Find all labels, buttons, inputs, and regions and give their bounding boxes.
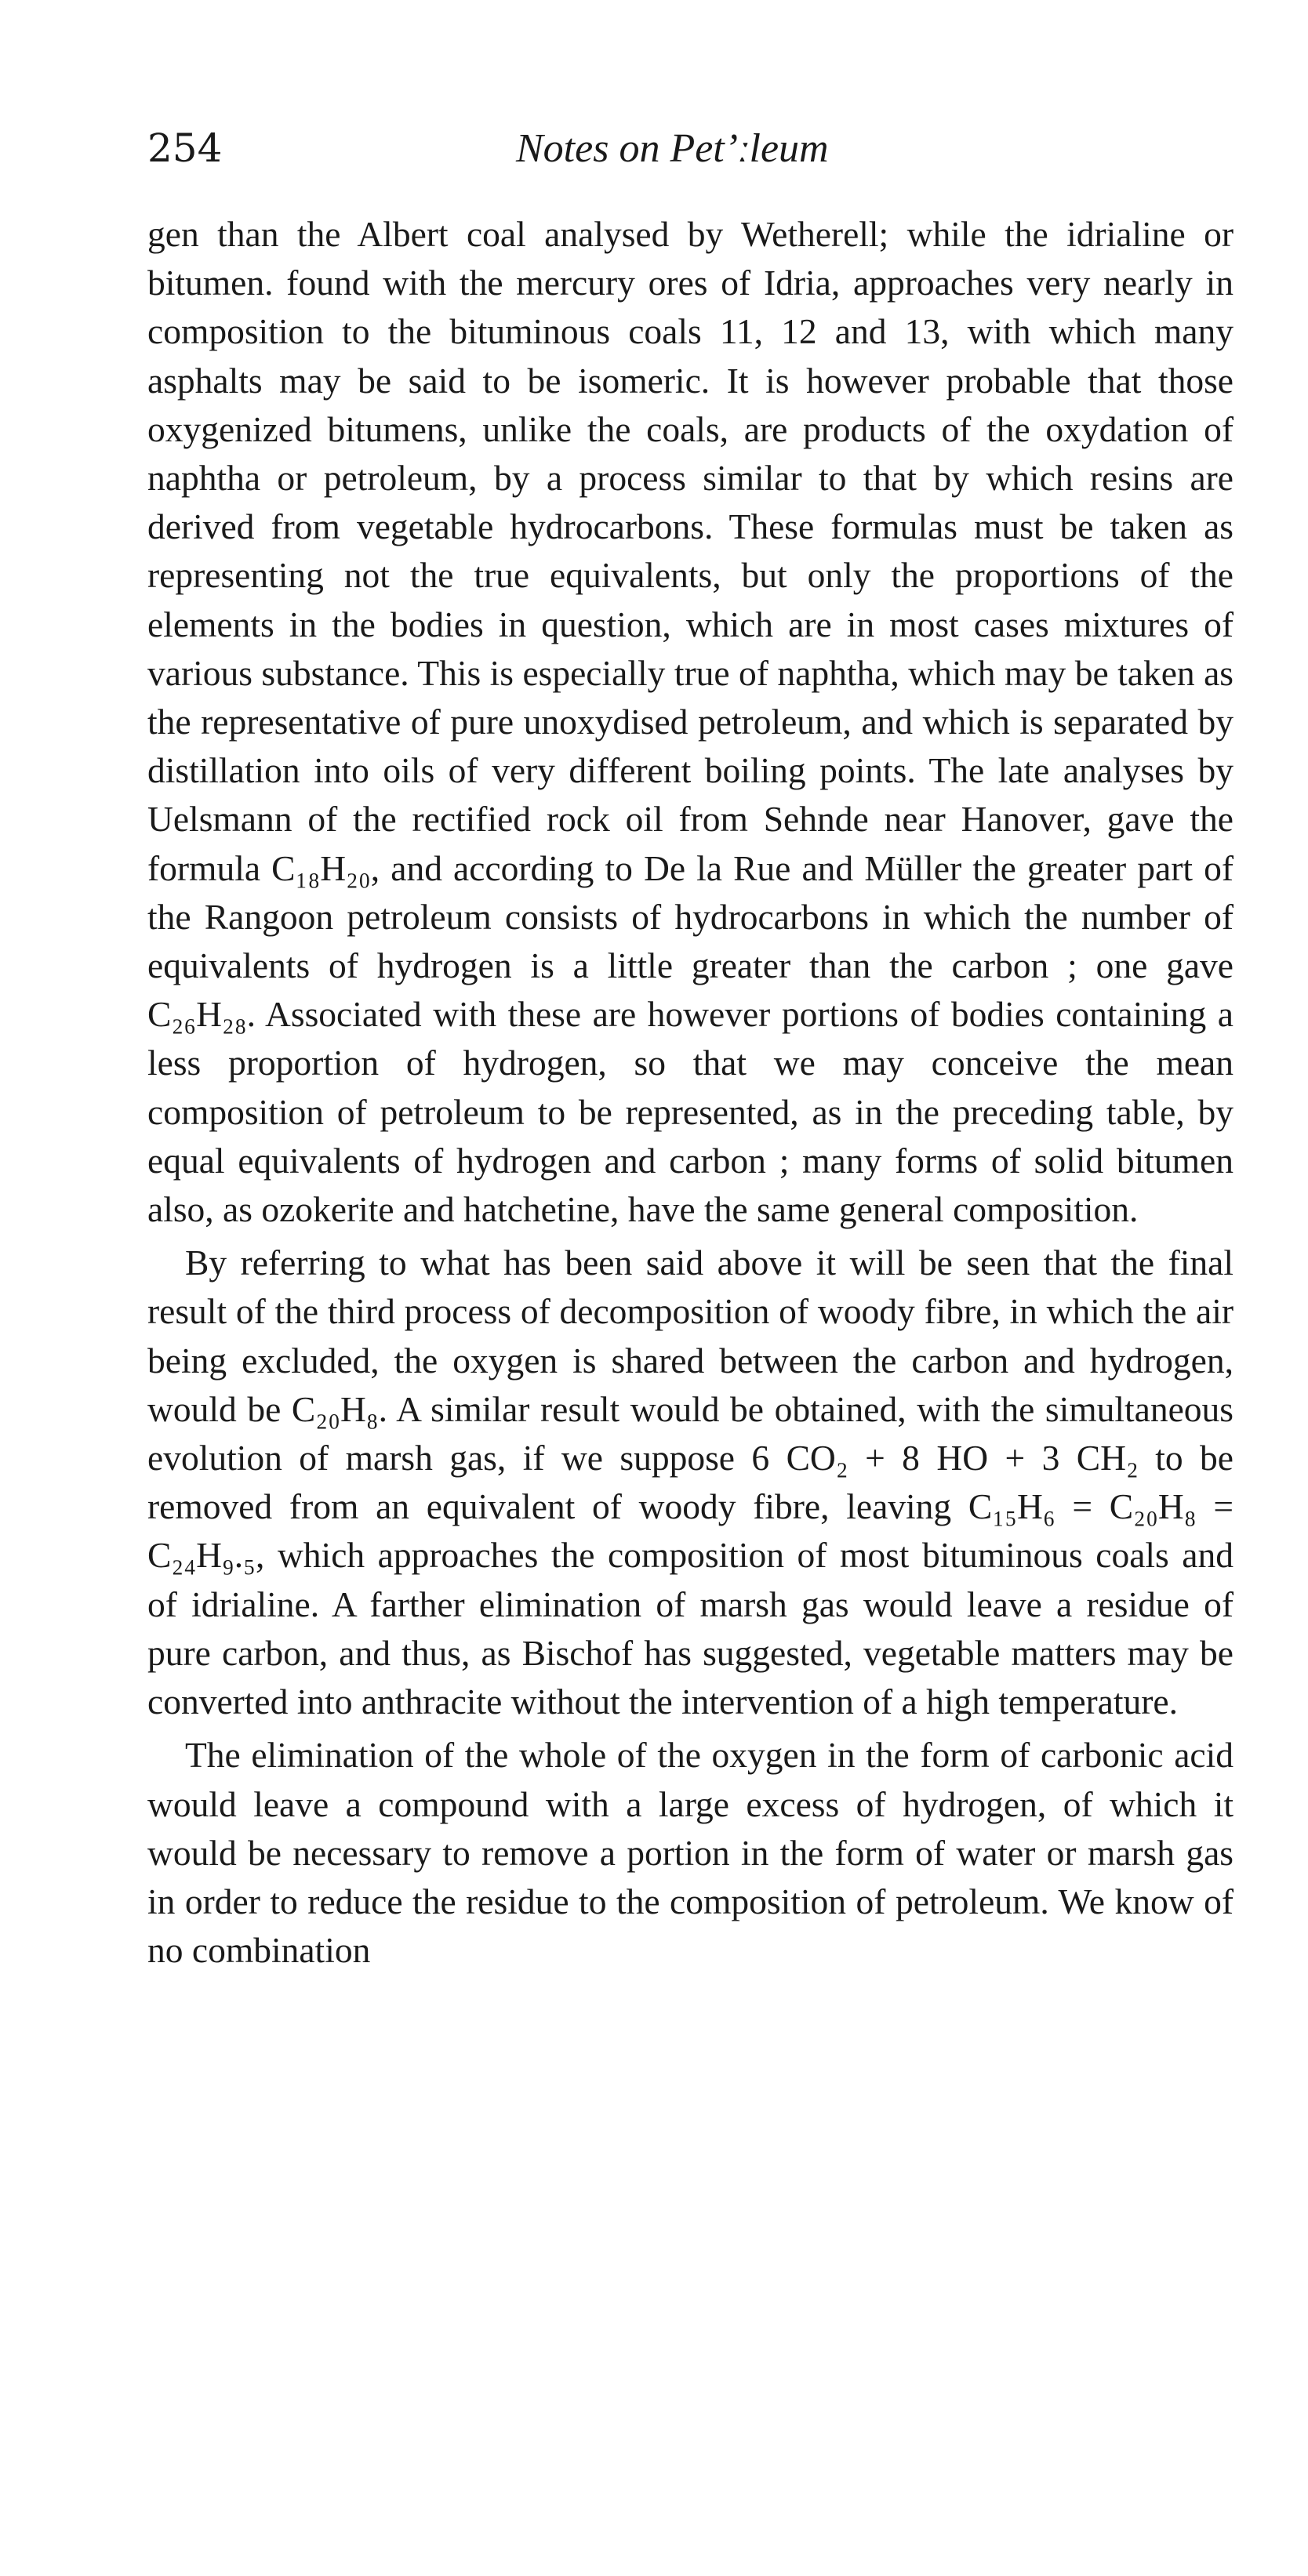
paragraph-2: By referring to what has been said above it will be seen that the final result of the third process of decomposition of woody fibre, in which the air being excluded, the oxygen is shared between the carbon and hydrogen, would be C₂₀H₈. A similar result would be obtained, with the simultaneous evolution of marsh gas, if we suppose 6 CO₂ + 8 HO + 3 CH₂ to be removed from an equivalent of woody fibre, leaving C₁₅H₆ = C₂₀H₈ = C₂₄H₉.₅, which approaches the composition of most bituminous coals and of idrialine. A farther elimination of marsh gas would leave a residue of pure carbon, and thus, as Bischof has suggested, vegetable matters may be converted into anthracite without the intervention of a high temperature. xyxy=(147,1243,1234,1722)
body-text xyxy=(147,210,1234,1975)
paragraph-1: gen than the Albert coal analysed by Wetherell; while the idrialine or bitumen. found with the mercury ores of Idria, approaches very nearly in composition to the bituminous coals 11, 12 and 13, with which many asphalts may be said to be isomeric. It is however probable that those oxygenized bitumens, unlike the coals, are products of the oxydation of naphtha or petroleum, by a process similar to that by which resins are derived from vegetable hydrocarbons. These formulas must be taken as representing not the true equivalents, but only the proportions of the elements in the bodies in question, which are in most cases mixtures of various substance. This is especially true of naphtha, which may be taken as the representative of pure unoxydised petroleum, and which is separated by distillation into oils of very different boiling points. The late analyses by Uelsmann of the rectified rock oil from Sehnde near Hanover, gave the formula C₁₈H₂₀, and according to De la Rue and Müller the greater part of the Rangoon petroleum consists of hydrocarbons in which the number of equivalents of hydrogen is a little greater than the carbon ; one gave C₂₆H₂₈. Associated with these are however portions of bodies containing a less proportion of hydrogen, so that we may conceive the mean composition of petroleum to be represented, as in the preceding table, by equal equivalents of hydrogen and carbon ; many forms of solid bitumen also, as ozokerite and hatchetine, have the same general composition. xyxy=(147,214,1234,1230)
book-page xyxy=(147,118,1234,1975)
page-header xyxy=(147,118,1234,188)
paragraph-3: The elimination of the whole of the oxygen in the form of carbonic acid would leave a compound with a large excess of hydrogen, of which it would be necessary to remove a portion in the form of water or marsh gas in order to reduce the residue to the composition of petroleum. We know of no combination xyxy=(147,1735,1234,1971)
page-number: 254 xyxy=(147,125,223,171)
running-head: Notes on Petʼːleum xyxy=(516,126,829,171)
